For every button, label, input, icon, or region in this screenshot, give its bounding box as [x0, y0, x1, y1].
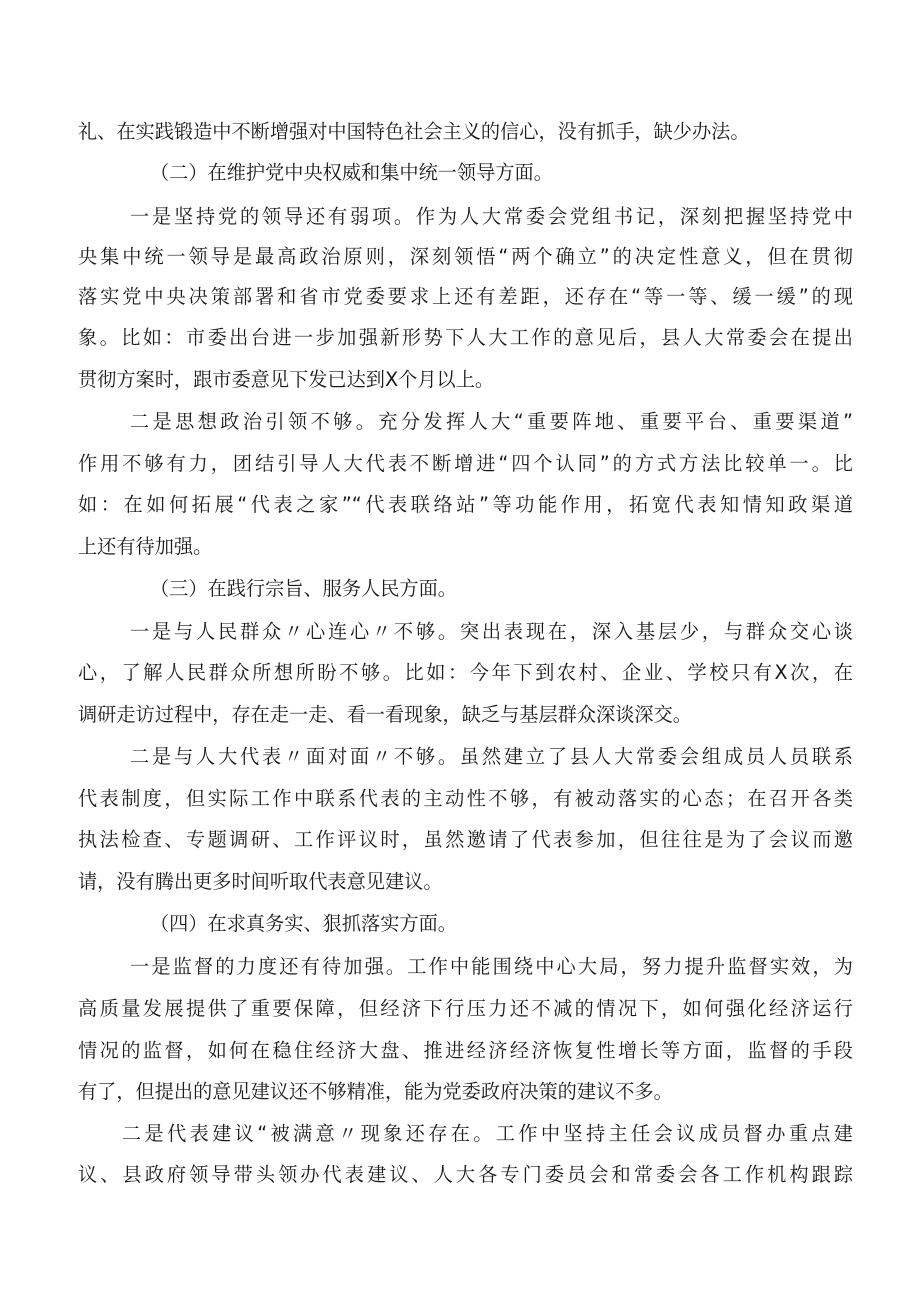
paragraph-line: 执法检查、专题调研、工作评议时，虽然邀请了代表参加，但往往是为了会议而邀	[78, 828, 853, 851]
section-heading: （三）在践行宗旨、服务人民方面。	[150, 577, 457, 600]
paragraph-line: 二是与人大代表〃面对面〃不够。虽然建立了县人大常委会组成员人员联系	[130, 745, 853, 768]
paragraph-line: 二是思想政治引领不够。充分发挥人大“重要阵地、重要平台、重要渠道”	[130, 410, 853, 433]
paragraph-line: 象。比如：市委出台进一步加强新形势下人大工作的意见后，县人大常委会在提出	[78, 326, 853, 349]
paragraph-line: 上还有待加强。	[78, 535, 213, 558]
paragraph-line: 代表制度，但实际工作中联系代表的主动性不够，有被动落实的心态；在召开各类	[78, 787, 853, 810]
paragraph-line: 如：在如何拓展“代表之家”“代表联络站”等功能作用，拓宽代表知情知政渠道	[78, 493, 853, 516]
section-heading: （四）在求真务实、狠抓落实方面。	[150, 912, 457, 935]
paragraph-line: 情况的监督，如何在稳住经济大盘、推进经济经济恢复性增长等方面，监督的手段	[78, 1039, 853, 1062]
paragraph-line: 作用不够有力，团结引导人大代表不断增进“四个认同”的方式方法比较单一。比	[78, 452, 853, 475]
paragraph-line: 一是监督的力度还有待加强。工作中能围绕中心大局，努力提升监督实效，为	[130, 955, 853, 978]
paragraph-line: 二是代表建议“被满意〃现象还存在。工作中坚持主任会议成员督办重点建	[122, 1122, 853, 1145]
text-line: 礼、在实践锻造中不断增强对中国特色社会主义的信心，没有抓手，缺少办法。	[78, 120, 750, 143]
section-heading: （二）在维护党中央权威和集中统一领导方面。	[150, 161, 553, 184]
paragraph-line: 高质量发展提供了重要保障，但经济下行压力还不减的情况下，如何强化经济运行	[78, 997, 853, 1020]
paragraph-line: 一是坚持党的领导还有弱项。作为人大常委会党组书记，深刻把握坚持党中	[130, 205, 853, 228]
paragraph-line: 一是与人民群众〃心连心〃不够。突出表现在，深入基层少，与群众交心谈	[130, 620, 853, 643]
paragraph-line: 调研走访过程中，存在走一走、看一看现象，缺乏与基层群众深谈深交。	[78, 703, 692, 726]
paragraph-line: 请，没有腾出更多时间听取代表意见建议。	[78, 870, 443, 893]
paragraph-line: 心，了解人民群众所想所盼不够。比如：今年下到农村、企业、学校只有X次，在	[78, 661, 853, 684]
paragraph-line: 有了，但提出的意见建议还不够精准，能为党委政府决策的建议不多。	[78, 1080, 673, 1103]
paragraph-line: 落实党中央决策部署和省市党委要求上还有差距，还存在“等一等、缓一缓”的现	[78, 285, 853, 308]
paragraph-line: 贯彻方案时，跟市委意见下发已达到X个月以上。	[78, 368, 495, 391]
paragraph-line: 议、县政府领导带头领办代表建议、人大各专门委员会和常委会各工作机构跟踪	[78, 1163, 853, 1186]
paragraph-line: 央集中统一领导是最高政治原则，深刻领悟“两个确立”的决定性意义，但在贯彻	[78, 245, 853, 268]
